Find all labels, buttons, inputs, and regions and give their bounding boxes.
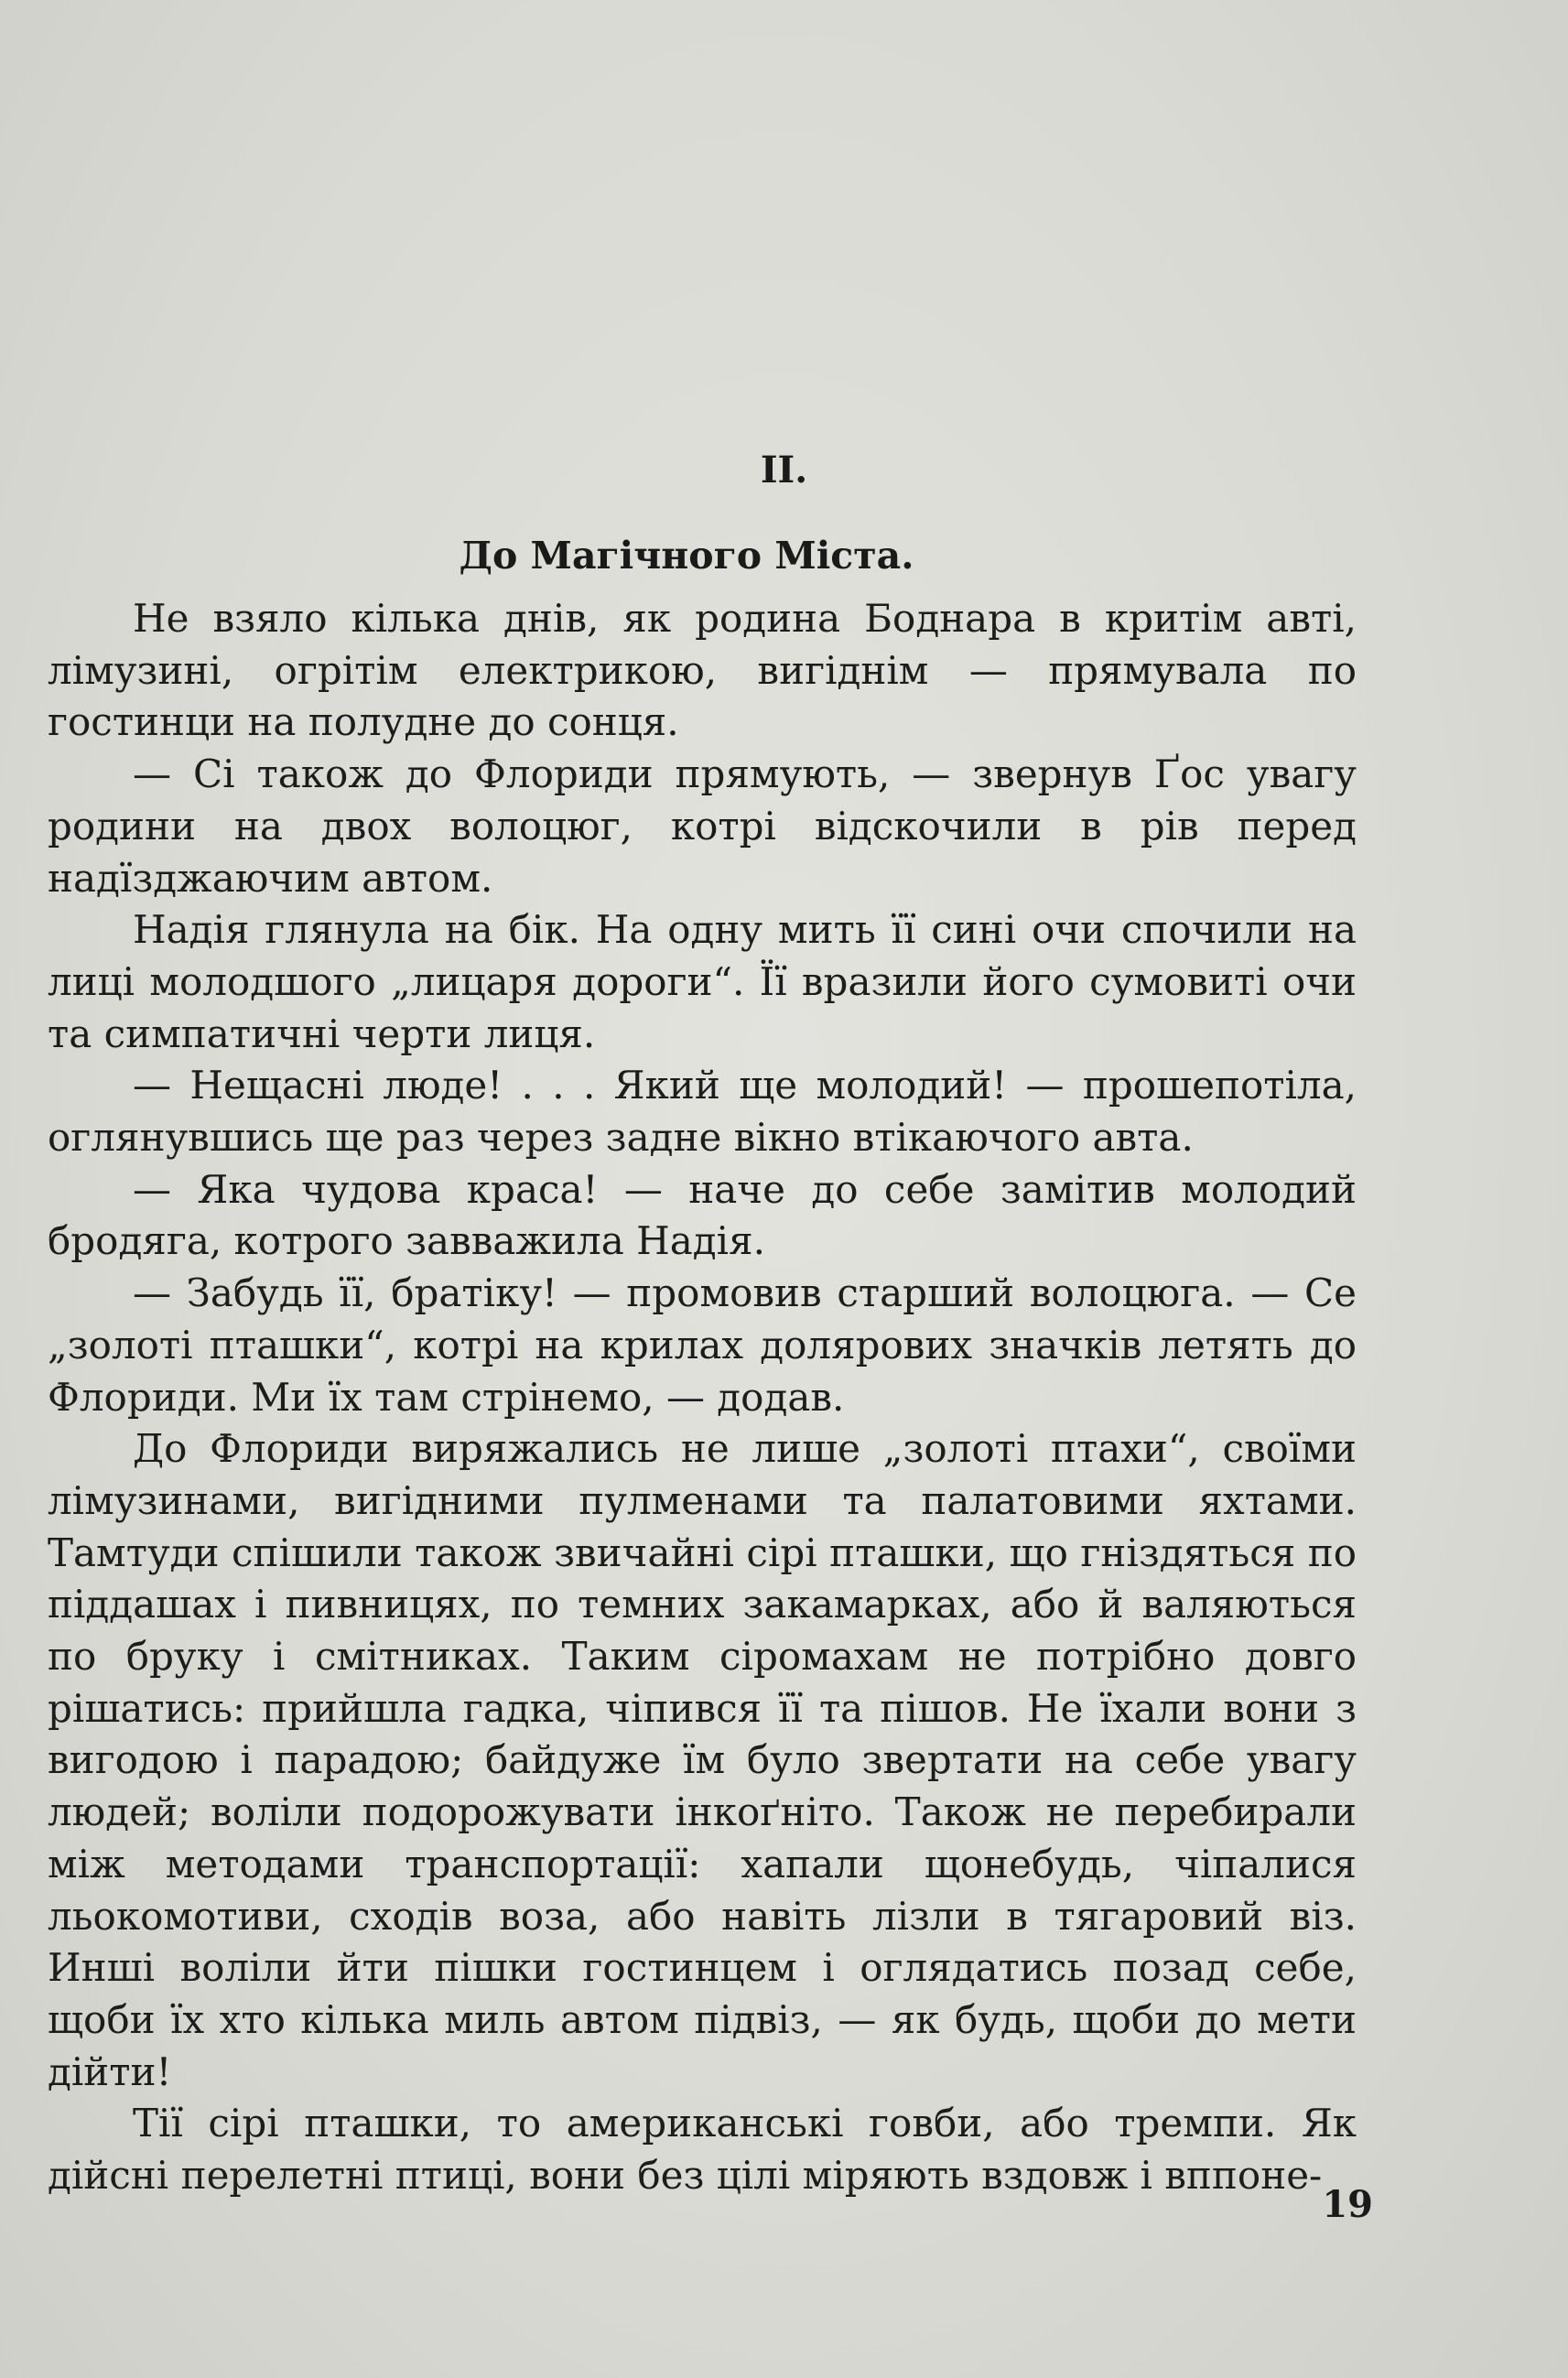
paragraph: Не взяло кілька днів, як родина Боднара в критім авті, лімузині, огрітім електрикою, вигіднім — прямувала по гостинци на полудне до сонця. (48, 596, 1357, 745)
paragraph: Надія глянула на бік. На одну мить її сині очи спочили на лиці молодшого „лицаря дороги“. Її вразили його сумовиті очи та симпатичні черти лиця. (48, 907, 1357, 1056)
paragraph: — Сі також до Флориди прямують, — звернув Ґос увагу родини на двох волоцюг, котрі відскочили в рів перед надїзджаючим автом. (48, 751, 1357, 901)
body-text (48, 593, 1357, 2202)
chapter-title: До Магічного Міста. (459, 534, 914, 578)
paragraph: До Флориди виряжались не лише „золоті птахи“, своїми лімузинами, вигідними пулменами та палатовими яхтами. Тамтуди спішили також звичайні сірі пташки, що гніздяться по піддашах і пивницях, по темних закамарках, або й валяються по бруку і смітниках. Таким сіромахам не потрібно довго рішатись: прийшла гадка, чіпився її та пішов. Не їхали вони з вигодою і парадою; байдуже їм було звертати на себе увагу людей; воліли подорожувати інкоґніто. Також не перебирали між методами транспортації: хапали щонебудь, чіпалися льокомотиви, сходів воза, або навіть лізли в тягаровий віз. Инші воліли йти пішки гостинцем і оглядатись позад себе, щоби їх хто кілька миль автом підвіз, — як будь, щоби до мети дійти! (48, 1426, 1357, 2094)
paragraph: — Нещасні люде! . . . Який ще молодий! — прошепотіла, оглянувшись ще раз через задне вікно втікаючого авта. (48, 1063, 1357, 1161)
paragraph: — Забудь її, братіку! — промовив старший волоцюга. — Се „золоті пташки“, котрі на крилах долярових значків летять до Флориди. Ми їх там стрінемо, — додав. (48, 1270, 1357, 1420)
paragraph: Тії сірі пташки, то американські говби, або тремпи. Як дійсні перелетні птиці, вони без цілі міряють вздовж і вппоне- (48, 2101, 1357, 2199)
paragraph: — Яка чудова краса! — наче до себе замітив молодий бродяга, котрого завважила Надія. (48, 1166, 1357, 1264)
page-number: 19 (1322, 2183, 1373, 2226)
chapter-number: II. (760, 449, 808, 492)
